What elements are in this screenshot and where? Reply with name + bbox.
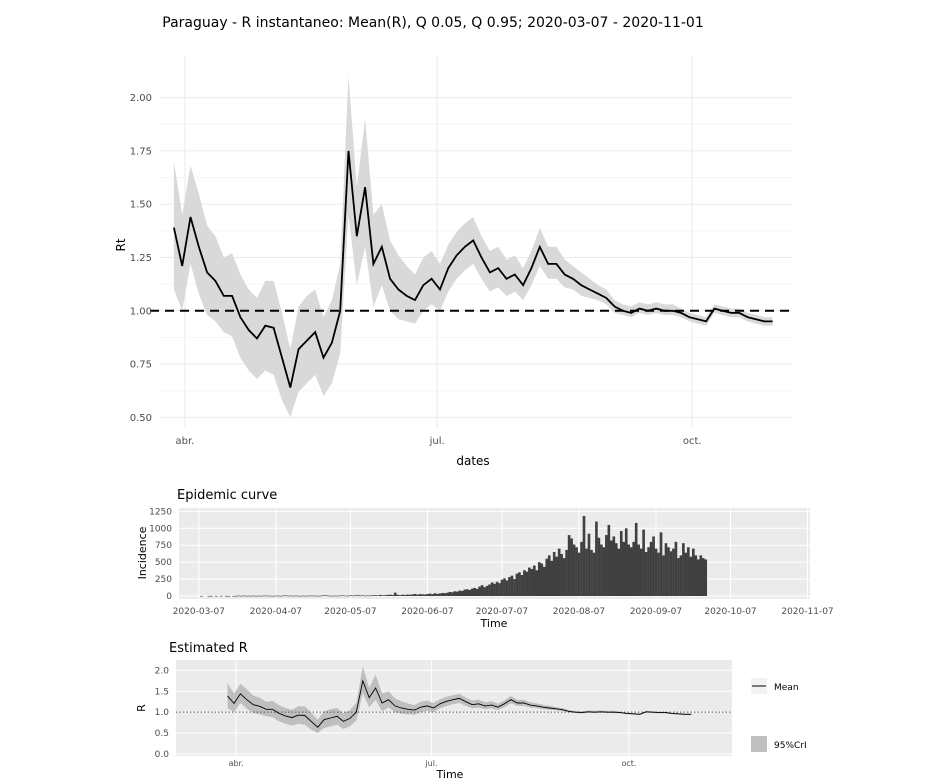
epi-bar [516, 574, 519, 596]
epi-bar [493, 584, 496, 596]
est-x-tick-label: abr. [228, 759, 244, 768]
epi-bar [468, 590, 471, 596]
epi-bar [675, 542, 678, 596]
epi-bar [699, 555, 702, 596]
epi-bar [332, 596, 335, 597]
epi-bar [359, 596, 362, 597]
epi-bar [285, 595, 288, 596]
epi-bar [503, 578, 506, 596]
legend-mean-label: Mean [774, 683, 799, 693]
rt-credible-band [174, 76, 773, 417]
epi-bar [498, 583, 501, 596]
epi-bar [667, 547, 670, 596]
epi-bar [704, 559, 707, 596]
epi-bar [220, 596, 223, 597]
epi-bar [511, 576, 514, 596]
epi-bar [444, 593, 447, 596]
epi-bar [227, 596, 230, 597]
epi-bar [575, 547, 578, 596]
est-chart-title: Estimated R [169, 641, 248, 656]
epi-bar [570, 538, 573, 596]
epi-bar [255, 596, 258, 597]
epi-bar [473, 588, 476, 596]
epi-bar [250, 596, 253, 597]
epi-bar [543, 567, 546, 596]
rt-y-tick-label: 1.25 [129, 252, 152, 264]
epi-bar [319, 596, 322, 597]
epi-bar [379, 595, 382, 596]
epi-bar [270, 596, 273, 597]
epi-bar [411, 594, 414, 596]
epi-bar [692, 549, 695, 596]
epi-bar [367, 595, 370, 596]
epi-bar [620, 531, 623, 596]
epi-bar [416, 595, 419, 596]
rt-x-axis-label: dates [456, 454, 490, 468]
epi-bar [662, 555, 665, 596]
epi-bar [687, 547, 690, 596]
epi-bar [389, 595, 392, 596]
epi-bar [260, 596, 263, 597]
epi-bar [292, 596, 295, 597]
epi-bar [252, 596, 255, 597]
epi-bar [436, 594, 439, 596]
epi-bar [240, 596, 243, 597]
epi-bar [267, 596, 270, 597]
epi-x-tick-label: 2020-05-07 [324, 607, 377, 617]
epi-bar [339, 596, 342, 597]
epi-y-tick-label: 250 [154, 575, 172, 586]
epi-bar [466, 589, 469, 596]
rt-y-tick-label: 0.50 [129, 412, 152, 424]
est-y-tick-label: 1.5 [154, 687, 169, 698]
epi-bar [553, 552, 556, 596]
epi-bar [657, 553, 660, 596]
rt-x-ticks [176, 436, 702, 447]
epi-bar [451, 592, 454, 596]
epi-bar [307, 596, 310, 597]
epi-bar [603, 547, 606, 596]
epi-bar [670, 551, 673, 596]
epi-bar [558, 549, 561, 596]
epi-bar [665, 543, 668, 596]
est-x-tick-label: jul. [425, 759, 438, 768]
epi-bar [275, 596, 278, 597]
est-y-tick-label: 0.0 [154, 749, 169, 760]
epi-bar [540, 564, 543, 596]
epi-bar [394, 593, 397, 596]
epi-bar [655, 549, 658, 596]
epi-bar [650, 542, 653, 596]
epi-chart-title: Epidemic curve [177, 488, 278, 503]
epi-bar [508, 577, 511, 596]
epi-bar [476, 589, 479, 596]
epi-bar [349, 595, 352, 596]
epi-bar [672, 549, 675, 596]
legend-crI-swatch [751, 736, 767, 752]
epi-bar [215, 596, 218, 597]
epi-bar [682, 543, 685, 596]
epi-bar [523, 570, 526, 596]
epi-bar [327, 596, 330, 597]
epi-bar [598, 538, 601, 596]
epi-bar [265, 596, 268, 597]
epi-bar [446, 593, 449, 596]
epi-bar [463, 590, 466, 596]
est-y-tick-label: 2.0 [154, 666, 169, 677]
epi-bar [501, 580, 504, 596]
epi-bar [384, 595, 387, 596]
epi-bar [550, 561, 553, 596]
epi-x-tick-label: 2020-06-07 [401, 607, 454, 617]
epi-bar [322, 595, 325, 596]
epi-bar [312, 596, 315, 597]
epi-bar [593, 553, 596, 596]
epi-bar [647, 547, 650, 596]
epi-bar [585, 549, 588, 596]
epi-bar [526, 572, 529, 596]
epi-bar [401, 595, 404, 596]
epi-bar [600, 545, 603, 596]
epi-bar [637, 545, 640, 596]
epi-bar [642, 530, 645, 596]
epi-bar [640, 549, 643, 596]
epi-bar [483, 587, 486, 596]
epi-x-axis-label: Time [480, 617, 508, 630]
epi-bar [439, 593, 442, 596]
est-y-axis-label: R [135, 704, 148, 712]
epi-bar [277, 596, 280, 597]
epi-bar [491, 582, 494, 596]
epi-bar [354, 595, 357, 596]
estimated-r-chart [135, 641, 807, 781]
epi-bar [573, 545, 576, 596]
epi-bar [578, 553, 581, 596]
epi-bar [290, 596, 293, 597]
epi-bar [235, 596, 238, 597]
epi-bar [528, 568, 531, 596]
est-y-tick-label: 1.0 [154, 708, 169, 719]
epi-bar [645, 552, 648, 596]
epi-bar [461, 591, 464, 596]
epi-bar [458, 591, 461, 596]
epi-bar [299, 596, 302, 597]
epi-bar [245, 596, 248, 597]
rt-y-axis-label: Rt [114, 238, 128, 252]
epi-bar [421, 594, 424, 596]
epi-bar [309, 596, 312, 597]
epi-bar [210, 596, 213, 597]
epi-bar [280, 596, 283, 597]
epi-bar [449, 592, 452, 596]
epi-bar [652, 536, 655, 596]
epi-bar [237, 596, 240, 597]
legend-cri-label: 95%CrI [774, 741, 807, 751]
epi-bar [409, 595, 412, 596]
epi-x-tick-label: 2020-04-07 [249, 607, 303, 617]
epi-bar [347, 596, 350, 597]
epi-bar [431, 594, 434, 596]
est-y-ticks [155, 666, 170, 759]
epi-bar [588, 534, 591, 596]
epi-bar [535, 570, 538, 596]
epi-bar [548, 555, 551, 596]
epi-bar [426, 594, 429, 596]
epi-bar [287, 596, 290, 597]
epi-bar [342, 595, 345, 596]
epi-bar [282, 596, 285, 597]
rt-y-ticks [130, 93, 152, 424]
epi-bar [302, 596, 305, 597]
epi-x-tick-label: 2020-03-07 [172, 607, 226, 617]
epi-bar [386, 595, 389, 596]
epi-bar [583, 516, 586, 596]
epi-x-ticks [173, 607, 834, 617]
epi-bar [697, 559, 700, 596]
epi-bar [262, 596, 265, 597]
rt-y-tick-label: 1.00 [129, 306, 152, 318]
epi-bar [369, 596, 372, 597]
epi-bar [531, 569, 534, 596]
epi-y-ticks [149, 507, 172, 602]
epi-bar [565, 550, 568, 596]
epi-bar [424, 595, 427, 596]
epi-bar [513, 579, 516, 596]
epi-bar [605, 535, 608, 596]
epi-bar [334, 596, 337, 597]
epi-bar [590, 550, 593, 596]
epi-bar [610, 540, 613, 596]
epi-bar [357, 595, 360, 596]
epi-bar [429, 594, 432, 596]
epi-bar [396, 595, 399, 596]
epi-bar [324, 595, 327, 596]
epi-bar [242, 596, 245, 597]
epi-bar [406, 595, 409, 596]
epi-bar [478, 587, 481, 596]
epi-bar [399, 595, 402, 596]
epi-bar [635, 523, 638, 596]
epi-bar [297, 596, 300, 597]
epi-bar [364, 596, 367, 597]
epi-bar [486, 586, 489, 596]
epi-bar [434, 593, 437, 596]
epi-bar [555, 557, 558, 596]
epi-bar [685, 553, 688, 596]
epi-bar [247, 596, 250, 597]
epi-x-tick-label: 2020-07-07 [475, 607, 529, 617]
rt-x-tick-label: jul. [429, 436, 445, 447]
epi-bar [613, 536, 616, 596]
epi-bar [272, 596, 275, 597]
epi-bar [481, 585, 484, 596]
epi-bar [404, 595, 407, 596]
epi-bar [441, 593, 444, 596]
epi-bar [608, 525, 611, 596]
rt-chart-title: Paraguay - R instantaneo: Mean(R), Q 0.05, Q 0.95; 2020-03-07 - 2020-11-01 [162, 15, 704, 31]
epi-bar [391, 595, 394, 596]
epi-bar [372, 595, 375, 596]
epi-bar [630, 547, 633, 596]
est-y-tick-label: 0.5 [154, 729, 169, 740]
epi-y-tick-label: 750 [154, 541, 172, 552]
epi-bar [677, 558, 680, 596]
epi-bar [225, 596, 228, 597]
epi-y-tick-label: 1000 [149, 524, 172, 535]
epi-bar [632, 542, 635, 596]
epi-x-tick-label: 2020-09-07 [629, 607, 683, 617]
epi-bar [595, 522, 598, 596]
rt-y-tick-label: 1.75 [129, 146, 152, 158]
epi-bar [344, 596, 347, 597]
epi-x-tick-label: 2020-08-07 [552, 607, 606, 617]
epi-bar [317, 596, 320, 597]
epi-bar [627, 545, 630, 596]
epi-y-axis-label: Incidence [136, 526, 149, 580]
epi-bar [580, 542, 583, 596]
epi-bar [200, 596, 203, 597]
epi-bar [568, 535, 571, 596]
rt-x-tick-label: oct. [682, 436, 702, 447]
rt-y-tick-label: 0.75 [129, 359, 152, 371]
epi-bar [419, 594, 422, 596]
epi-bar [694, 555, 697, 596]
epi-bar [352, 596, 355, 597]
epi-bar [257, 596, 260, 597]
epi-bar [295, 596, 298, 597]
est-x-axis-label: Time [436, 768, 464, 781]
epi-x-tick-label: 2020-11-07 [781, 607, 834, 617]
epi-bar [329, 596, 332, 597]
est-x-tick-label: oct. [621, 759, 637, 768]
epi-bar [660, 532, 663, 596]
epi-y-tick-label: 1250 [149, 507, 172, 518]
epi-bar [690, 557, 693, 596]
epi-bar [377, 595, 380, 596]
epi-bar [414, 594, 417, 596]
epi-bar [702, 558, 705, 596]
est-legend [751, 678, 807, 752]
epi-bar [563, 558, 566, 596]
epi-bar [456, 592, 459, 596]
epi-bar [680, 555, 683, 596]
epi-bar [208, 596, 211, 597]
epi-bar [496, 582, 499, 596]
epi-bar [381, 595, 384, 596]
epi-bar [533, 566, 536, 596]
epi-bar [560, 554, 563, 596]
epi-x-tick-label: 2020-10-07 [704, 607, 757, 617]
epi-bar [506, 580, 509, 596]
rt-y-tick-label: 1.50 [129, 199, 152, 211]
rt-y-tick-label: 2.00 [129, 93, 152, 105]
epi-bar [374, 595, 377, 596]
epi-y-tick-label: 500 [154, 558, 172, 569]
epi-bar [337, 596, 340, 597]
epi-bar [518, 572, 521, 596]
epi-bar [471, 589, 474, 596]
epi-bar [545, 559, 548, 596]
epidemic-curve-chart [136, 488, 834, 630]
epi-bar [622, 542, 625, 596]
est-x-ticks [229, 759, 637, 768]
epi-bar [362, 595, 365, 596]
epi-bar [454, 591, 457, 596]
epi-bar [538, 562, 541, 596]
epi-bar [232, 596, 235, 597]
epi-bar [625, 528, 628, 596]
epi-bar [617, 549, 620, 596]
epi-y-tick-label: 0 [166, 592, 172, 602]
epi-bar [615, 543, 618, 596]
rt-x-tick-label: abr. [175, 436, 195, 447]
epi-bar [521, 575, 524, 596]
epi-bar [314, 596, 317, 597]
rt-chart [114, 15, 792, 468]
epi-bar [304, 596, 307, 597]
epi-bar [488, 584, 491, 596]
